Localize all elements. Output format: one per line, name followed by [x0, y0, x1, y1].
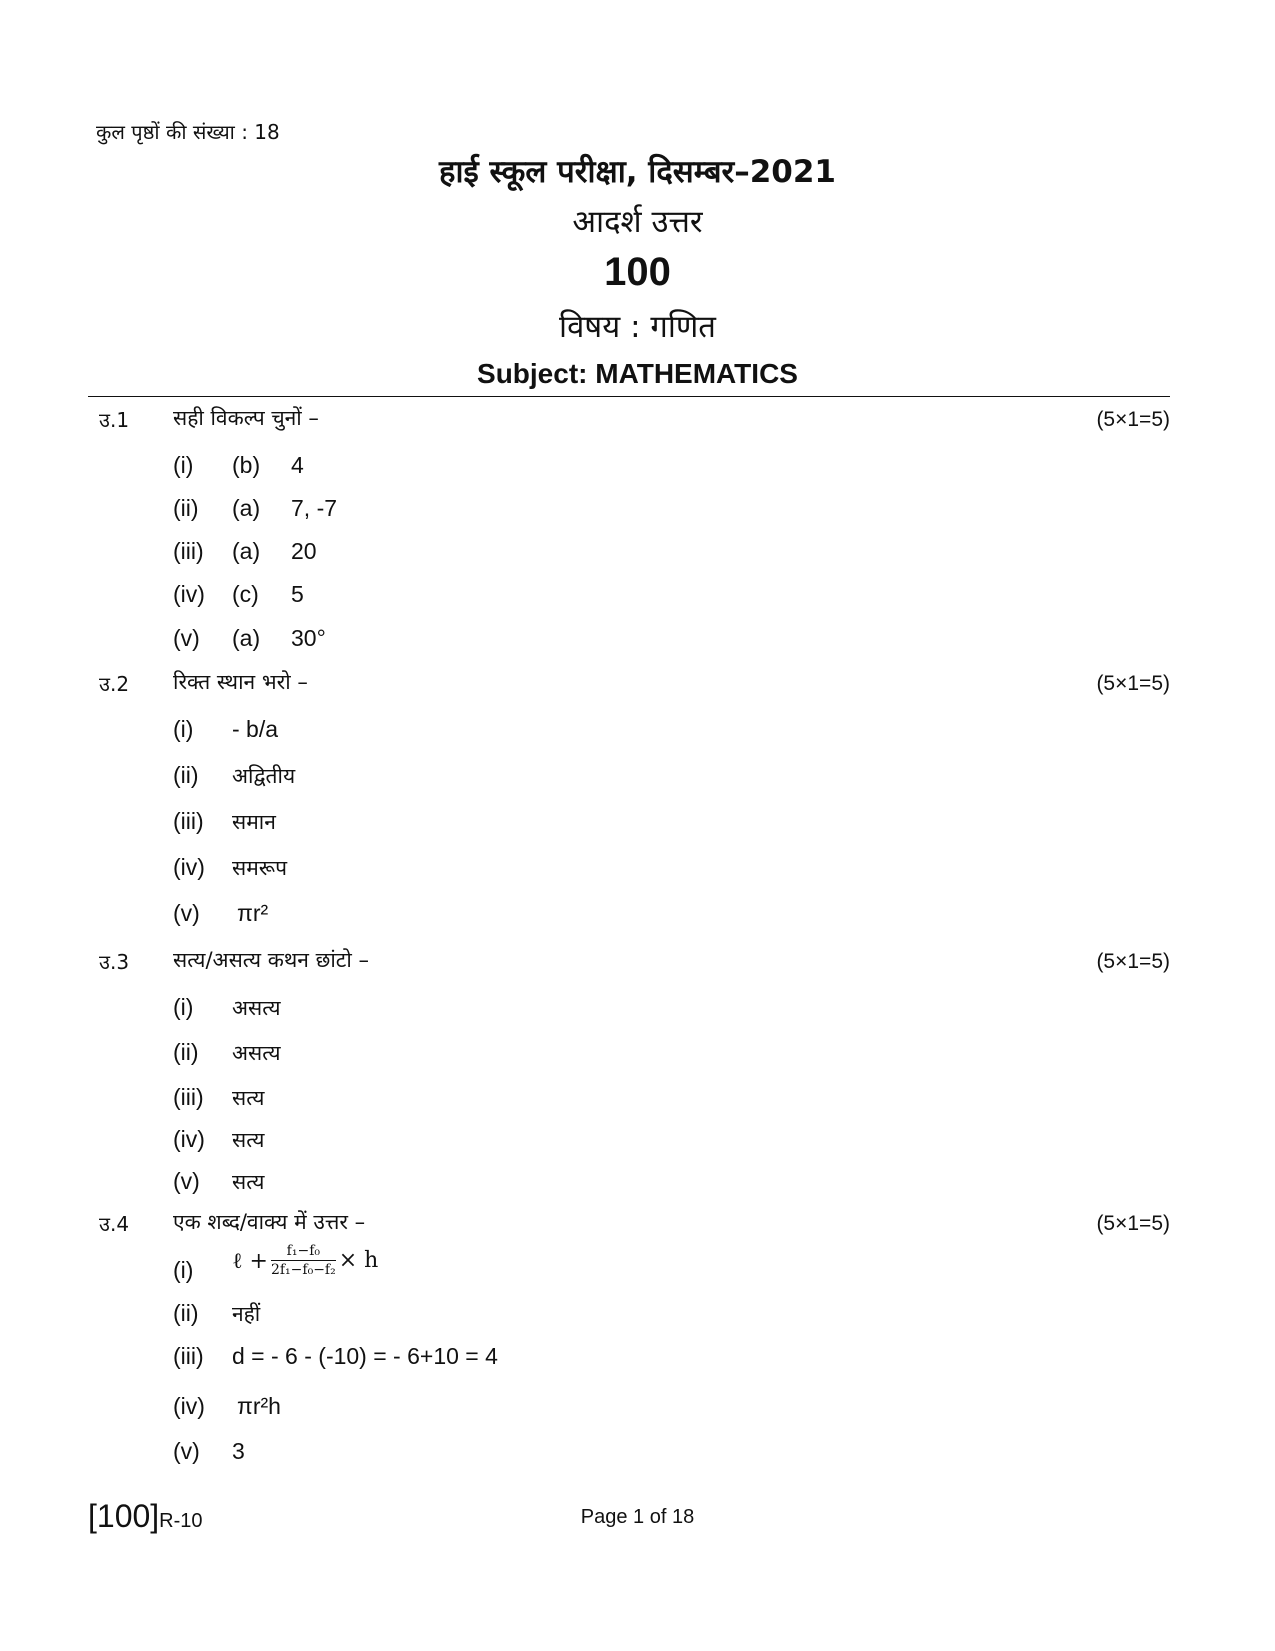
answer-index: (iv): [173, 854, 205, 880]
answer-value: 3: [232, 1438, 245, 1464]
answer-index: (ii): [173, 1039, 199, 1065]
answer-index: (iii): [173, 1343, 204, 1369]
page-number: Page 1 of 18: [580, 1506, 695, 1528]
question-title: सत्य/असत्य कथन छांटो –: [173, 948, 369, 972]
answer-index: (iii): [173, 1084, 204, 1110]
answer-index: (v): [173, 900, 200, 926]
answer-index: (iv): [173, 1393, 205, 1419]
answer-value: सत्य: [232, 1170, 265, 1194]
answer-index: (i): [173, 716, 194, 742]
total-pages-note: कुल पृष्ठों की संख्या : 18: [96, 120, 280, 144]
answer-value: - b/a: [232, 716, 279, 742]
question-4-header: [0, 1208, 1275, 1238]
question-marks: (5×1=5): [1096, 950, 1170, 973]
answer-index: (iii): [173, 808, 204, 834]
answer-index: (i): [173, 452, 194, 478]
mode-formula: [232, 1243, 378, 1293]
answer-value: सत्य: [232, 1086, 265, 1110]
question-3-header: [0, 946, 1275, 976]
answer-index: (iv): [173, 1126, 205, 1152]
answer-index: (ii): [173, 495, 199, 521]
answer-option: (a): [232, 495, 261, 521]
answer-value: नहीं: [232, 1302, 261, 1326]
answer-index: (iv): [173, 581, 205, 607]
answer-value: समरूप: [232, 856, 287, 880]
answer-index: (v): [173, 625, 200, 651]
answer-option: (b): [232, 452, 261, 478]
question-number: उ.4: [99, 1212, 130, 1236]
question-title: एक शब्द/वाक्य में उत्तर –: [173, 1210, 366, 1234]
answer-value: सत्य: [232, 1128, 265, 1152]
footer-code-suffix: R-10: [159, 1510, 203, 1532]
question-marks: (5×1=5): [1096, 408, 1170, 431]
answer-value: πr²h: [237, 1393, 281, 1419]
answer-index: (v): [173, 1438, 200, 1464]
header-divider: [88, 396, 1170, 397]
question-1-header: [0, 404, 1275, 434]
answer-value: 30°: [291, 625, 326, 651]
paper-code: 100: [604, 250, 671, 294]
answer-index: (i): [173, 1257, 194, 1283]
subject-hindi: विषय : गणित: [559, 309, 716, 345]
question-title: रिक्त स्थान भरो –: [173, 670, 308, 694]
footer-code-main: [100]: [88, 1498, 160, 1534]
exam-title: हाई स्कूल परीक्षा, दिसम्बर–2021: [438, 154, 836, 190]
question-marks: (5×1=5): [1096, 672, 1170, 695]
formula-trail: × h: [338, 1248, 379, 1273]
formula-lead: ℓ +: [232, 1248, 268, 1274]
answer-index: (ii): [173, 762, 199, 788]
question-number: उ.1: [99, 408, 130, 432]
answer-index: (v): [173, 1168, 200, 1194]
formula-fraction: [271, 1243, 336, 1278]
answer-value: d = - 6 - (-10) = - 6+10 = 4: [232, 1343, 498, 1369]
question-marks: (5×1=5): [1096, 1212, 1170, 1235]
formula-denominator: 2f₁−f₀−f₂: [270, 1262, 336, 1278]
answer-value: असत्य: [232, 996, 281, 1020]
answer-value: 20: [291, 538, 317, 564]
answer-index: (ii): [173, 1300, 199, 1326]
answer-value: 5: [291, 581, 304, 607]
question-number: उ.2: [99, 672, 130, 696]
answer-option: (a): [232, 625, 261, 651]
model-answer-heading: आदर्श उत्तर: [572, 204, 703, 240]
answer-value: अद्वितीय: [232, 764, 296, 788]
question-2-header: [0, 668, 1275, 698]
answer-value: 4: [291, 452, 304, 478]
subject-english: Subject: MATHEMATICS: [477, 358, 798, 389]
answer-index: (i): [173, 994, 194, 1020]
answer-index: (iii): [173, 538, 204, 564]
answer-value: असत्य: [232, 1041, 281, 1065]
answer-value: 7, -7: [291, 495, 338, 521]
answer-value: πr²: [237, 900, 269, 926]
answer-value: समान: [232, 810, 276, 834]
answer-option: (c): [232, 581, 259, 607]
answer-option: (a): [232, 538, 261, 564]
formula-numerator: f₁−f₀: [271, 1243, 336, 1261]
question-number: उ.3: [99, 950, 130, 974]
question-title: सही विकल्प चुनों –: [173, 406, 319, 430]
